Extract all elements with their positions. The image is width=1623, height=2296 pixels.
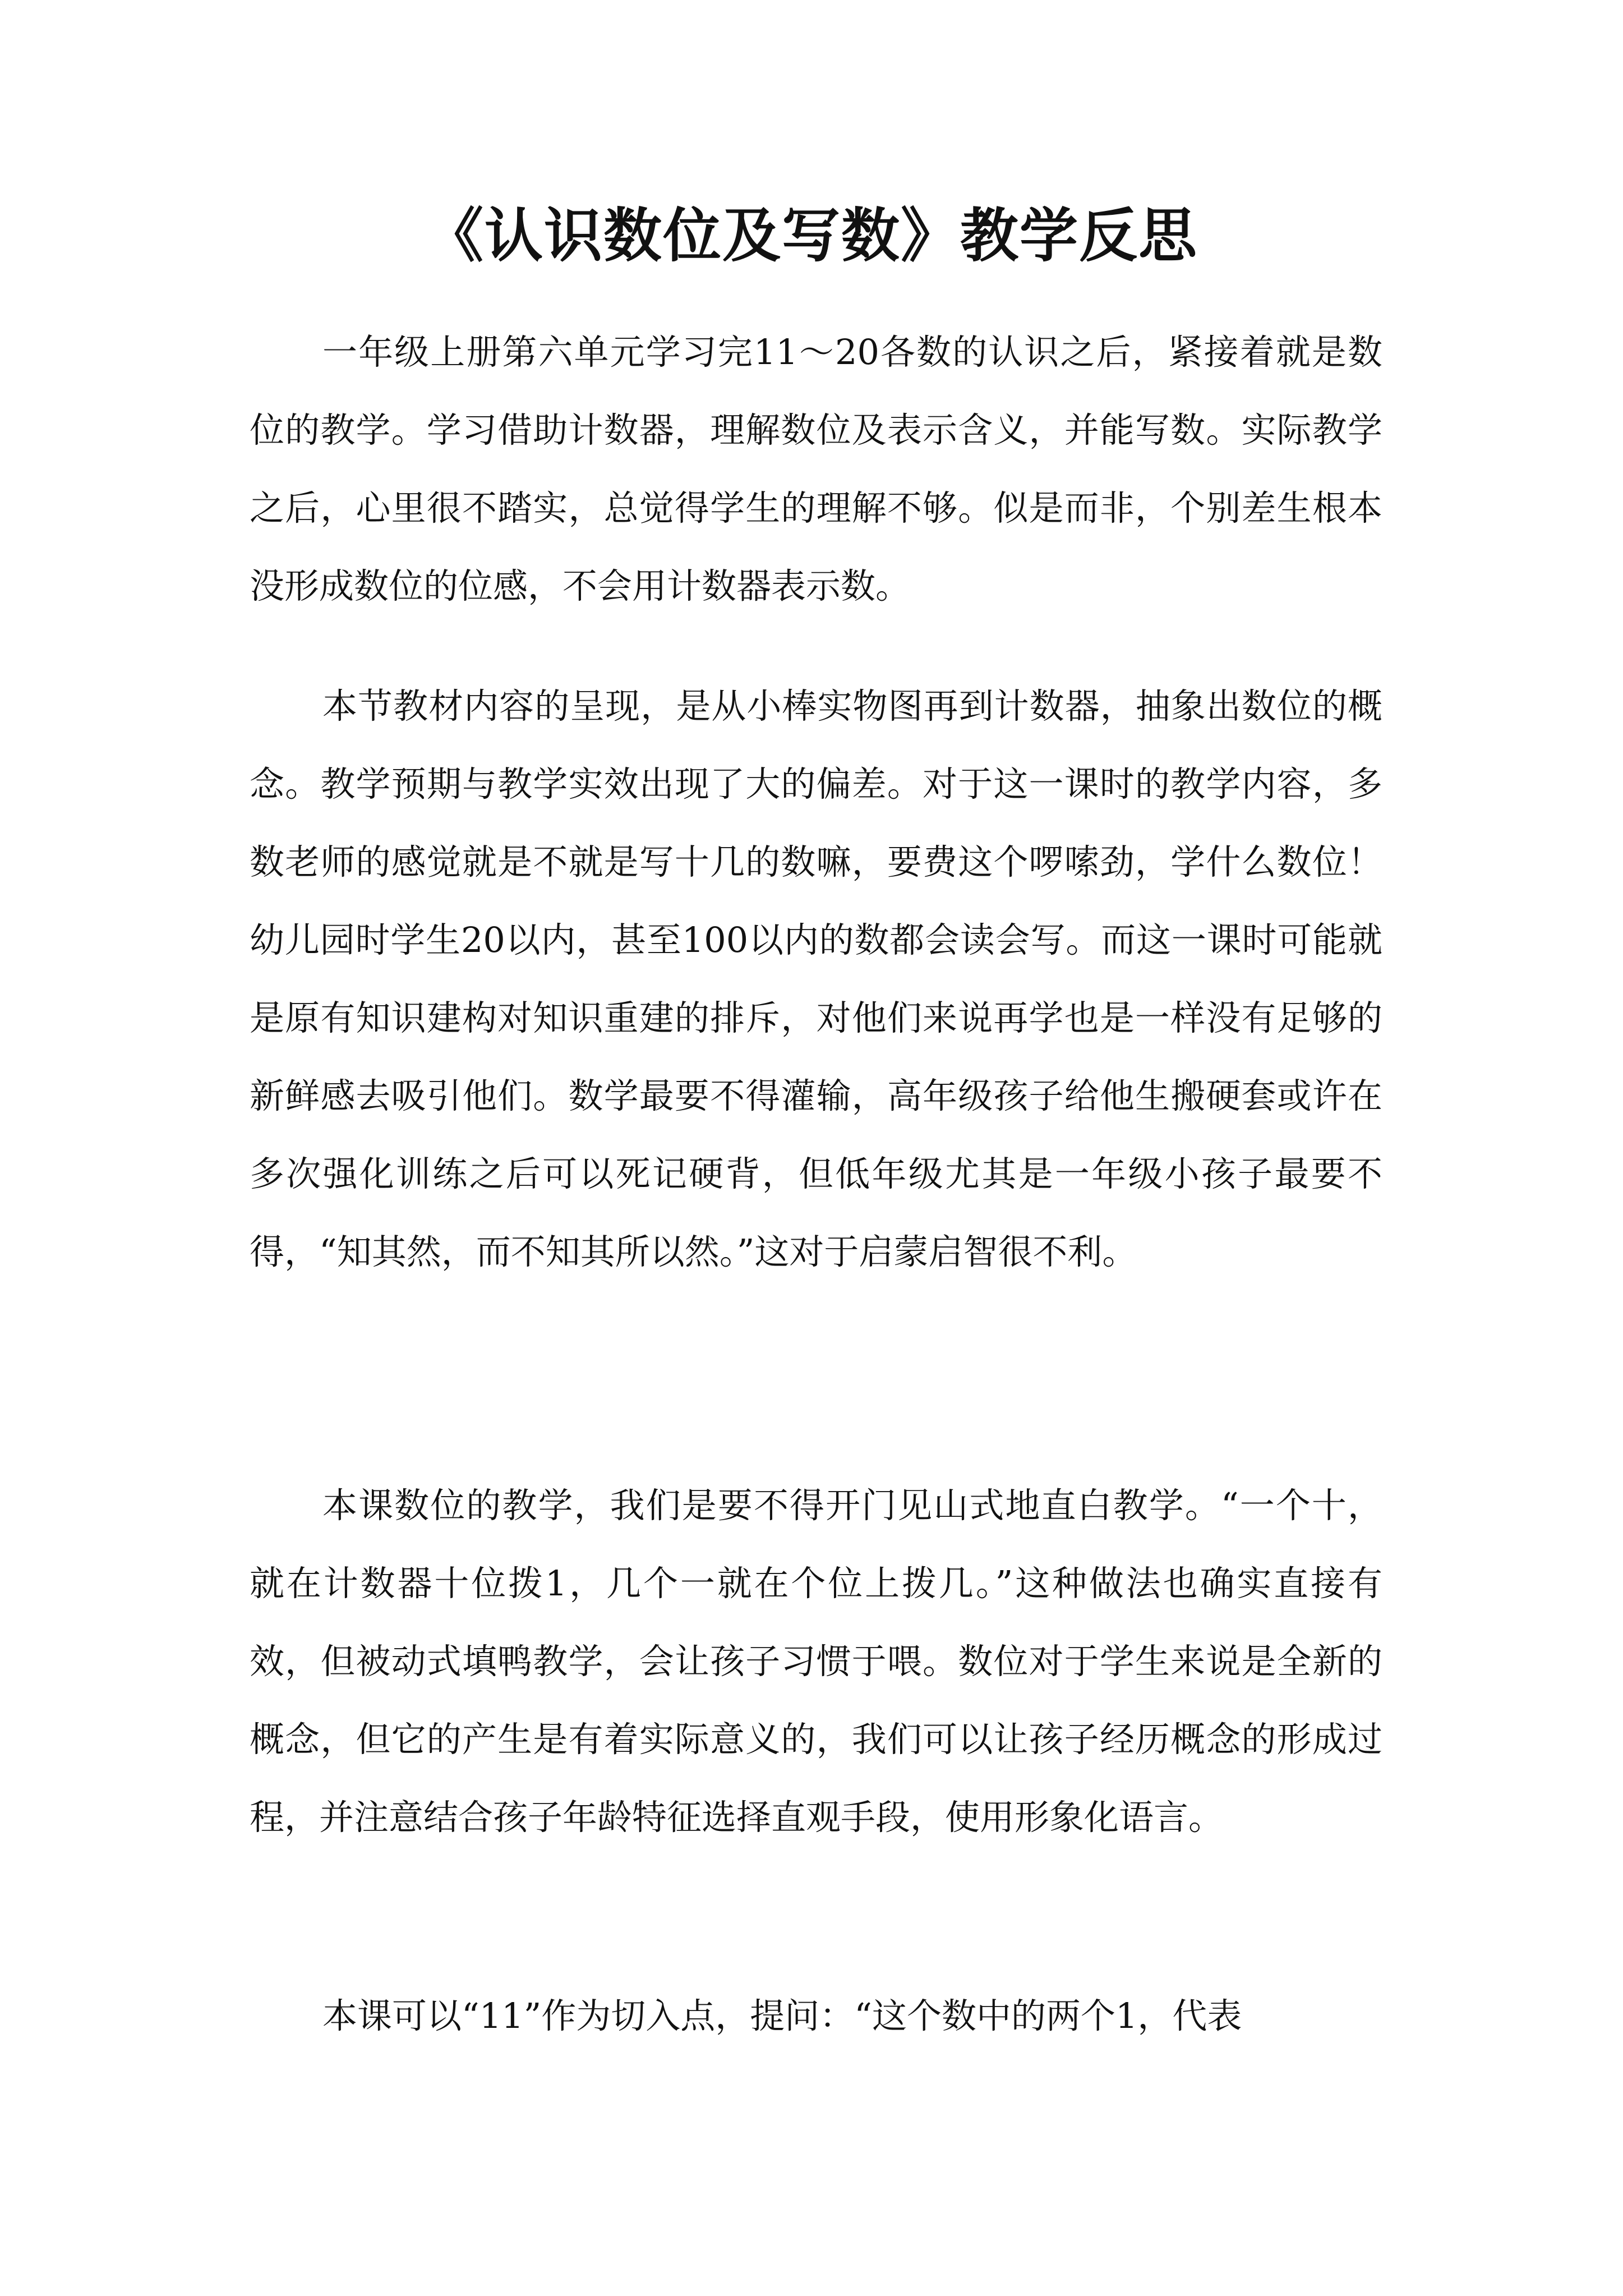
document-title: 《认识数位及写数》教学反思 xyxy=(425,201,1198,270)
paragraph-4: 本课可以“11”作为切入点，提问：“这个数中的两个1，代表 xyxy=(322,1995,1242,2036)
paragraph-2: 本节教材内容的呈现，是从小棒实物图再到计数器，抽象出数位的概念。教学预期与教学实效出现了大的偏差。对于这一课时的教学内容，多数老师的感觉就是不就是写十几的数嘛，要费这个啰嗦劲，学什么数位！幼儿园时学生20以内，甚至100以内的数都会读会写。而这一课时可能就是原有知识建构对知识重建的排斥，对他们来说再学也是一样没有足够的新鲜感去吸引他们。数学最要不得灌输，高年级孩子给他生搬硬套或许在多次强化训练之后可以死记硬背，但低年级尤其是一年级小孩子最要不得，“知其然，而不知其所以然。”这对于启蒙启智很不利。 xyxy=(250,685,1382,1272)
paragraph-3: 本课数位的教学，我们是要不得开门见山式地直白教学。“一个十，就在计数器十位拨1，几个一就在个位上拨几。”这种做法也确实直接有效，但被动式填鸭教学，会让孩子习惯于喂。数位对于学生来说是全新的概念，但它的产生是有着实际意义的，我们可以让孩子经历概念的形成过程，并注意结合孩子年龄特征选择直观手段，使用形象化语言。 xyxy=(250,1485,1382,1838)
paragraph-1: 一年级上册第六单元学习完11～20各数的认识之后，紧接着就是数位的教学。学习借助计数器，理解数位及表示含义，并能写数。实际教学之后，心里很不踏实，总觉得学生的理解不够。似是而非，个别差生根本没形成数位的位感，不会用计数器表示数。 xyxy=(250,332,1382,606)
